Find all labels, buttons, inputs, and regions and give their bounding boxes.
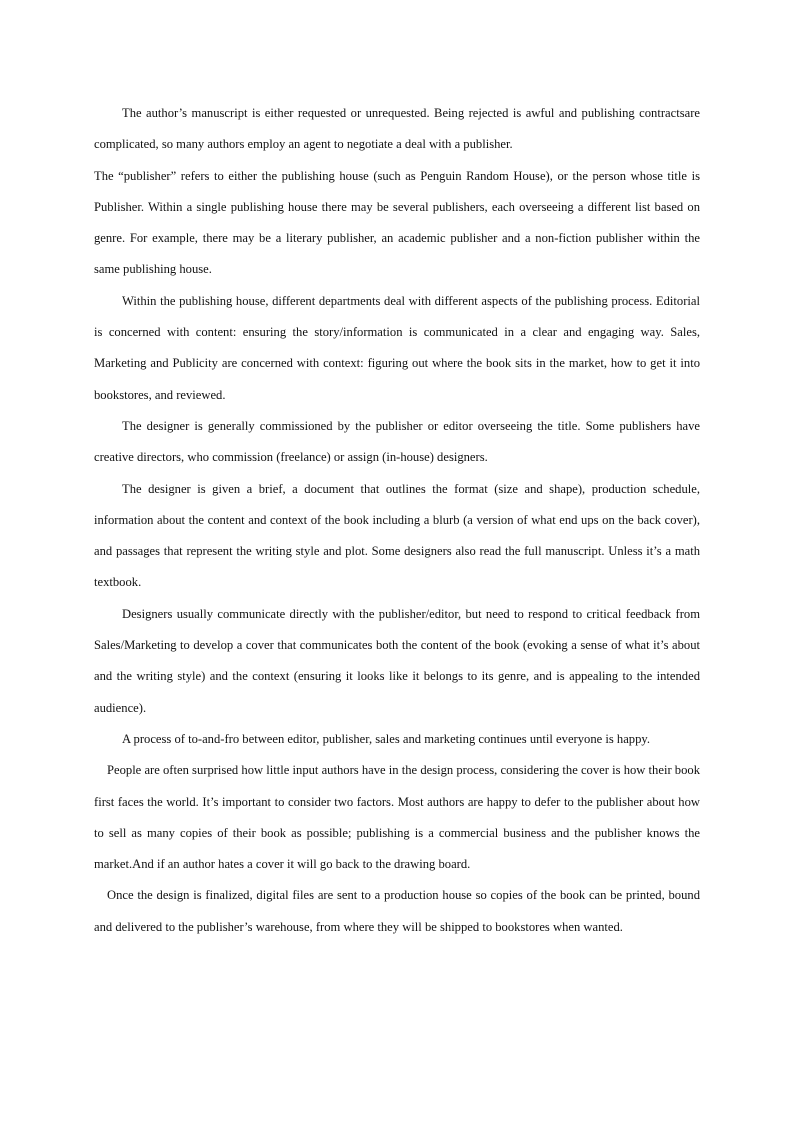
paragraph-publisher-definition: The “publisher” refers to either the publishing house (such as Penguin Random House), or the person whose title is Publisher. Within a single publishing house there may be several publishers, each overseeing a different list based on genre. For example, there may be a literary publisher, an academic publisher and a non-fiction publisher within the same publishing house. xyxy=(94,168,700,277)
paragraph-designer-communication: Designers usually communicate directly with the publisher/editor, but need to respond to critical feedback from Sales/Marketing to develop a cover that communicates both the content of the book (evoking a sense of what it’s about and the writing style) and the context (ensuring it looks like it belongs to its genre, and is appealing to the intended audience). xyxy=(94,606,700,715)
paragraph-to-and-fro: A process of to-and-fro between editor, publisher, sales and marketing continues until everyone is happy. xyxy=(122,731,651,746)
paragraph-design-brief: The designer is given a brief, a document that outlines the format (size and shape), production schedule, information about the content and context of the book including a blurb (a version of what end ups on the back cover), and passages that represent the writing style and plot. Some designers also read the full manuscript. Unless it’s a math textbook. xyxy=(94,481,700,590)
paragraph-manuscript: The author’s manuscript is either requested or unrequested. Being rejected is awful and publishing contractsare complicated, so many authors employ an agent to negotiate a deal with a publisher. xyxy=(94,106,700,152)
paragraph-departments: Within the publishing house, different departments deal with different aspects of the publishing process. Editorial is concerned with content: ensuring the story/information is communicated in a clear and engaging way. Sales, Marketing and Publicity are concerned with context: figuring out where the book sits in the market, how to get it into bookstores, and reviewed. xyxy=(94,293,700,402)
paragraph-author-input: People are often surprised how little input authors have in the design process, considering the cover is how their book first faces the world. It’s important to consider two factors. Most authors are happy to defer to the publisher about how to sell as many copies of their book as possible; publishing is a commercial business and the publisher knows the market.And if an author hates a cover it will go back to the drawing board. xyxy=(94,763,700,872)
document-page xyxy=(94,98,700,943)
paragraph-designer-commission: The designer is generally commissioned by the publisher or editor overseeing the title. Some publishers have creative directors, who commission (freelance) or assign (in-house) designers. xyxy=(94,418,700,465)
paragraph-production: Once the design is finalized, digital files are sent to a production house so copies of the book can be printed, bound and delivered to the publisher’s warehouse, from where they will be shipped to bookstores when wanted. xyxy=(94,888,700,934)
